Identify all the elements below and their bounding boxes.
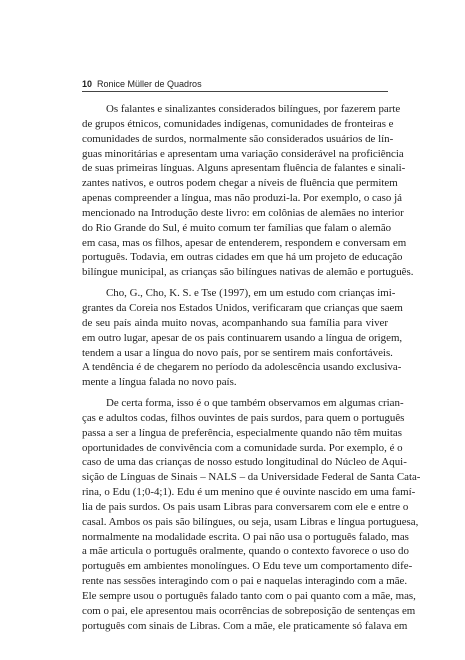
text-line: guas minoritárias e apresentam uma variação considerável na proficiência xyxy=(82,147,404,160)
text-line: casal. Ambos os pais são bilíngues, ou seja, usam Libras e língua portuguesa, xyxy=(82,515,419,528)
body-text xyxy=(82,102,421,634)
text-line: De certa forma, isso é o que também observamos em algumas crian- xyxy=(106,397,404,410)
text-line: rente nas sessões interagindo com o pai e naquelas interagindo com a mãe. xyxy=(82,575,408,588)
running-header xyxy=(82,79,202,90)
text-line: zantes nativos, e outros podem chegar a níveis de fluência que permitem xyxy=(82,177,398,190)
text-line: caso de uma das crianças de nosso estudo longitudinal do Núcleo de Aqui- xyxy=(82,456,407,469)
text-line: comunidades de surdos, normalmente são considerados usuários de lín- xyxy=(82,132,394,145)
text-line: Ele sempre usou o português falado tanto com o pai quanto com a mãe, mas, xyxy=(82,590,416,602)
text-line: a mãe articula o português oralmente, quando o contexto favorece o uso do xyxy=(82,545,409,558)
header-rule xyxy=(82,91,388,92)
text-line: A tendência é de chegarem no período da adolescência usando exclusiva- xyxy=(82,361,402,374)
running-header-author: Ronice Müller de Quadros xyxy=(97,79,202,89)
text-line: grantes da Coreia nos Estados Unidos, verificaram que crianças que saem xyxy=(82,301,403,314)
page-number: 10 xyxy=(82,79,93,89)
text-line: em casa, mas os filhos, apesar de entenderem, respondem e conversam em xyxy=(82,236,407,249)
text-line: mencionado na Introdução deste livro: em colônias de alemães no interior xyxy=(82,206,404,219)
text-line: mente a língua falada no novo país. xyxy=(82,376,237,389)
text-line: passa a ser a língua de preferência, especialmente quando não têm muitas xyxy=(82,426,402,439)
text-line: de seu país ainda muito novas, acompanhando sua família para viver xyxy=(82,316,388,329)
text-line: português com sinais de Libras. Com a mãe, ele praticamente só falava em xyxy=(82,619,408,632)
paragraph xyxy=(82,286,403,390)
text-line: português. Todavia, em outras cidades em que há um projeto de educação xyxy=(82,251,403,264)
text-line: de grupos étnicos, comunidades indígenas, comunidades de fronteiras e xyxy=(82,117,394,130)
paragraph xyxy=(82,102,414,280)
text-line: apenas compreender a língua, mas não produzi-la. Por exemplo, o caso já xyxy=(82,192,402,205)
text-line: português em ambientes monolíngues. O Edu teve um comportamento dife- xyxy=(82,560,413,573)
text-line: ças e adultos codas, filhos ouvintes de pais surdos, para quem o português xyxy=(82,411,405,424)
text-line: de suas primeiras línguas. Alguns apresentam fluência de falantes e sinali- xyxy=(82,162,406,175)
text-line: em outro lugar, apesar de os pais continuarem usando a língua de origem, xyxy=(82,331,403,344)
paragraph xyxy=(82,396,421,634)
text-line: sição de Línguas de Sinais – NALS – da Universidade Federal de Santa Cata- xyxy=(82,471,421,484)
text-line: oportunidades de convivência com a comunidade surda. Por exemplo, é o xyxy=(82,441,403,454)
text-line: tendem a usar a língua do novo país, por se sentirem mais confortáveis. xyxy=(82,346,393,359)
text-line: com o pai, ele apresentou mais ocorrências de sobreposição de sentenças em xyxy=(82,604,416,617)
text-line: rina, o Edu (1;0-4;1). Edu é um menino que é ouvinte nascido em uma famí- xyxy=(82,486,416,499)
text-line: bilíngue municipal, as crianças são bilíngues nativas de alemão e português. xyxy=(82,266,414,279)
text-line: do Rio Grande do Sul, é muito comum ter famílias que falam o alemão xyxy=(82,221,392,234)
text-line: lia de pais surdos. Os pais usam Libras para conversarem com ele e entre o xyxy=(82,500,409,513)
text-line: normalmente na modalidade escrita. O pai não usa o português falado, mas xyxy=(82,530,409,543)
text-line: Cho, G., Cho, K. S. e Tse (1997), em um estudo com crianças imi- xyxy=(106,287,396,300)
text-line: Os falantes e sinalizantes considerados bilíngues, por fazerem parte xyxy=(106,103,401,115)
